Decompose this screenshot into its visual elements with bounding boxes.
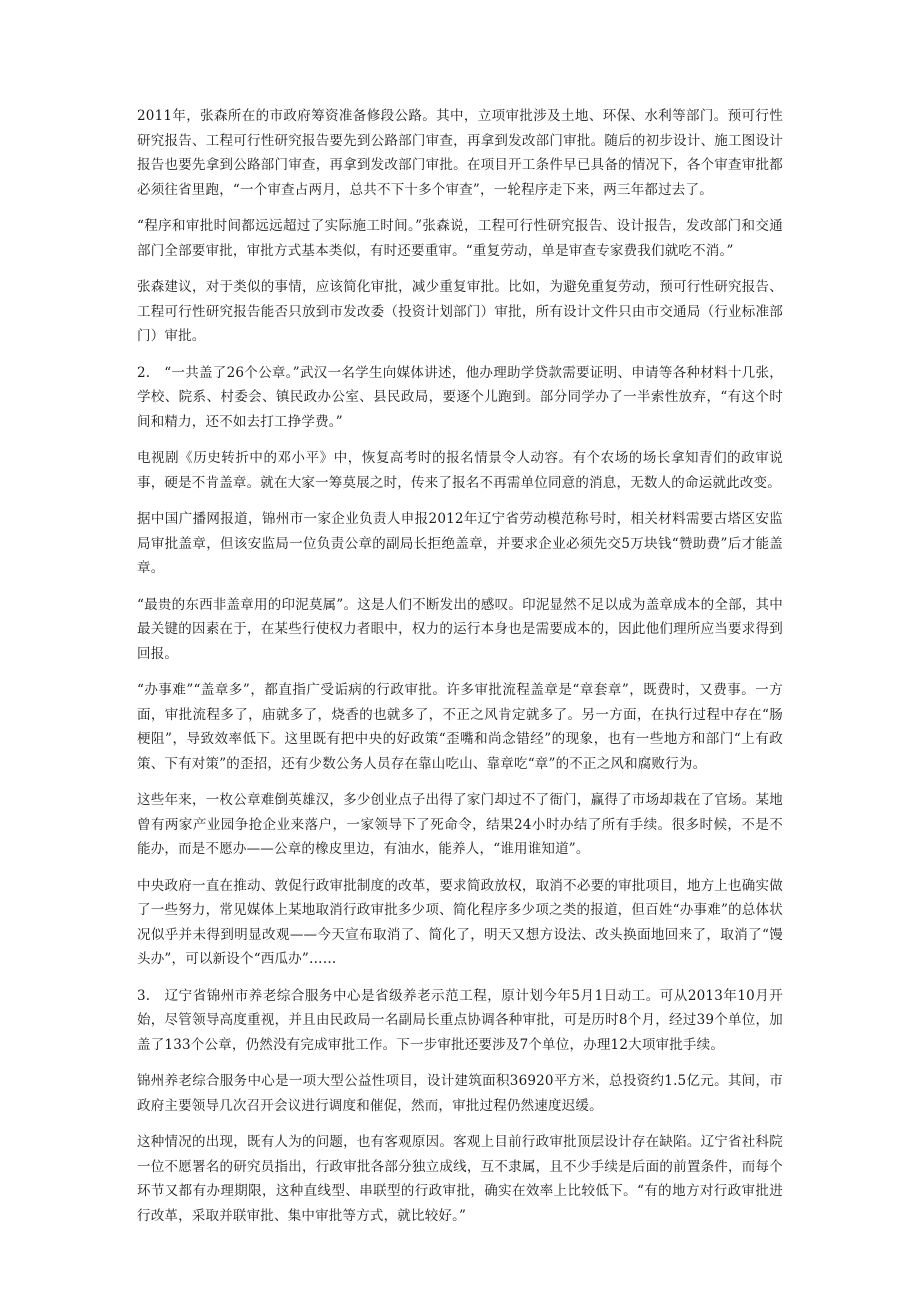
- paragraph-simplify-suggestion: 张森建议，对于类似的事情，应该简化审批，减少重复审批。比如，为避免重复劳动，预可行性研究报告、工程可行性研究报告能否只放到市发改委（投资计划部门）审批，所有设计文件只由市交通局（行业标准部门）审批。: [137, 279, 783, 344]
- paragraph-administrative-approval: “办事难”“盖章多”，都直指广受诟病的行政审批。许多审批流程盖章是“章套章”，既费时，又费事。一方面，审批流程多了，庙就多了，烧香的也就多了，不正之风肯定就多了。另一方面，在执行过程中存在“肠梗阻”，导致效率低下。这里既有把中央的好政策“歪嘴和尚念错经”的现象，也有一些地方和部门“上有政策、下有对策”的歪招，还有少数公务人员存在靠山吃山、靠章吃“章”的不正之风和腐败行为。: [137, 682, 783, 772]
- paragraph-elderly-center: 3. 辽宁省锦州市养老综合服务中心是省级养老示范工程，原计划今年5月1日动工。可从2013年10月开始，尽管领导高度重视，并且由民政局一名副局长重点协调各种审批，可是历时8个月，经过39个单位，加盖了133个公章，仍然没有完成审批工作。下一步审批还要涉及7个单位，办理12大项审批手续。: [137, 987, 783, 1053]
- document-body: [137, 104, 783, 1240]
- paragraph-tv-drama: 电视剧《历史转折中的邓小平》中，恢复高考时的报名情景令人动容。有个农场的场长拿知青们的政审说事，硬是不肯盖章。就在大家一筹莫展之时，传来了报名不再需单位同意的消息，无数人的命运就此改变。: [137, 450, 783, 491]
- paragraph-one-stamp: 这些年来，一枚公章难倒英雄汉，多少创业点子出得了家门却过不了衙门，赢得了市场却栽在了官场。某地曾有两家产业园争抢企业来落户，一家领导下了死命令，结果24小时办结了所有手续。很多时候，不是不能办，而是不愿办——公章的橡皮里边，有油水，能养人，“谁用谁知道”。: [137, 792, 783, 857]
- paragraph-causes: 这种情况的出现，既有人为的问题，也有客观原因。客观上目前行政审批顶层设计存在缺陷。辽宁省社科院一位不愿署名的研究员指出，行政审批各部分独立成线，互不隶属，且不少手续是后面的前置条件，而每个环节又都有办理期限，这种直线型、串联型的行政审批，确实在效率上比较低下。“有的地方对行政审批进行改革，采取并联审批、集中审批等方式，就比较好。”: [137, 1134, 783, 1224]
- paragraph-ink-pad: “最贵的东西非盖章用的印泥莫属”。这是人们不断发出的感叹。印泥显然不足以成为盖章成本的全部，其中最关键的因素在于，在某些行使权力者眼中，权力的运行本身也是需要成本的，因此他们理所应当要求得到回报。: [137, 596, 783, 662]
- paragraph-road-approval: 2011年，张森所在的市政府筹资准备修段公路。其中，立项审批涉及土地、环保、水利等部门。预可行性研究报告、工程可行性研究报告要先到公路部门审查，再拿到发改部门审批。随后的初步设计、施工图设计报告也要先拿到公路部门审查，再拿到发改部门审批。在项目开工条件早已具备的情况下，各个审查审批都必须往省里跑，“一个审查占两月，总共不下十多个审查”，一轮程序走下来，两三年都过去了。: [137, 108, 783, 198]
- paragraph-jinzhou-report: 据中国广播网报道，锦州市一家企业负责人申报2012年辽宁省劳动模范称号时，相关材料需要古塔区安监局审批盖章，但该安监局一位负责公章的副局长拒绝盖章，并要求企业必须先交5万块钱“赞助费”后才能盖章。: [137, 511, 783, 576]
- paragraph-public-project: 锦州养老综合服务中心是一项大型公益性项目，设计建筑面积36920平方米，总投资约1.5亿元。其间，市政府主要领导几次召开会议进行调度和催促，然而，审批过程仍然速度迟缓。: [137, 1073, 783, 1114]
- paragraph-26-stamps: 2. “一共盖了26个公章。”武汉一名学生向媒体讲述，他办理助学贷款需要证明、申请等各种材料十几张，学校、院系、村委会、镇民政办公室、县民政局，要逐个儿跑到。部分同学办了一半索性放弃，“有这个时间和精力，还不如去打工挣学费。”: [137, 364, 783, 430]
- paragraph-central-reform: 中央政府一直在推动、敦促行政审批制度的改革，要求简政放权，取消不必要的审批项目，地方上也确实做了一些努力，常见媒体上某地取消行政审批多少项、简化程序多少项之类的报道，但百姓“办事难”的总体状况似乎并未得到明显改观——今天宣布取消了、简化了，明天又想方设法、改头换面地回来了，取消了“馒头办”，可以新设个“西瓜办”……: [137, 877, 783, 967]
- paragraph-procedure-time: “程序和审批时间都远远超过了实际施工时间。”张森说，工程可行性研究报告、设计报告，发改部门和交通部门全部要审批，审批方式基本类似，有时还要重审。“重复劳动，单是审查专家费我们就吃不消。”: [137, 218, 783, 259]
